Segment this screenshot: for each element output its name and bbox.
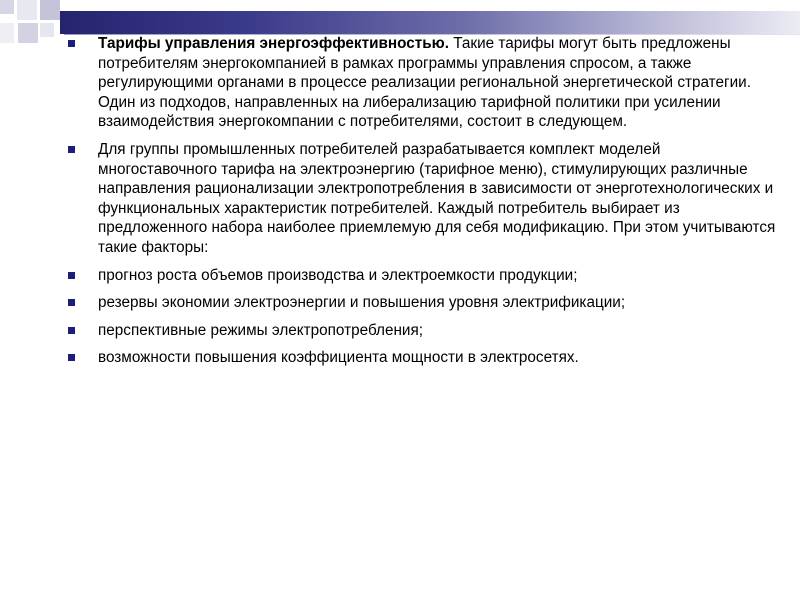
bullet-text: Такие тарифы могут быть предложены потребителям энергокомпанией в рамках программы управления спросом, а также регулирующими органами в процессе реализации региональной энергетической стратегии. Один из подходов, направленных на либерализацию тарифной политики при усилении взаимодействия энергокомпании с потребителями, состоит в следующем. [98,35,751,131]
bullet-text: резервы экономии электроэнергии и повышения уровня электрификации; [98,294,626,312]
bullet-text: прогноз роста объемов производства и электроемкости продукции; [98,266,578,284]
square-bullet-icon [68,146,75,153]
square-bullet-icon [68,299,75,306]
decor-square [18,23,38,43]
square-bullet-icon [68,272,75,279]
decor-square [40,0,60,20]
bullet-item [66,321,778,341]
bullet-item [66,293,778,313]
header-gradient-bar [60,11,800,34]
slide-body [66,34,778,376]
square-bullet-icon [68,40,75,47]
decor-square [17,0,37,20]
bullet-item [66,266,778,286]
bullet-item [66,140,778,258]
decor-square [0,23,14,43]
bullet-heading: Тарифы управления энергоэффективностью. [98,35,449,52]
bullet-text: перспективные режимы электропотребления; [98,321,423,339]
bullet-item [66,348,778,368]
bullet-text: возможности повышения коэффициента мощности в электросетях. [98,349,579,367]
bullet-item [66,34,778,132]
decor-square [40,23,54,37]
square-bullet-icon [68,354,75,361]
square-bullet-icon [68,327,75,334]
bullet-text: Для группы промышленных потребителей разрабатывается комплект моделей многоставочного тарифа на электроэнергию (тарифное меню), стимулирующих различные направления рационализации электропотребления в зависимости от энерготехнологических и функциональных характеристик потребителей. Каждый потребитель выбирает из предложенного набора наиболее приемлемую для себя модификацию. При этом учитываются такие факторы: [98,140,776,256]
decor-square [0,0,14,14]
